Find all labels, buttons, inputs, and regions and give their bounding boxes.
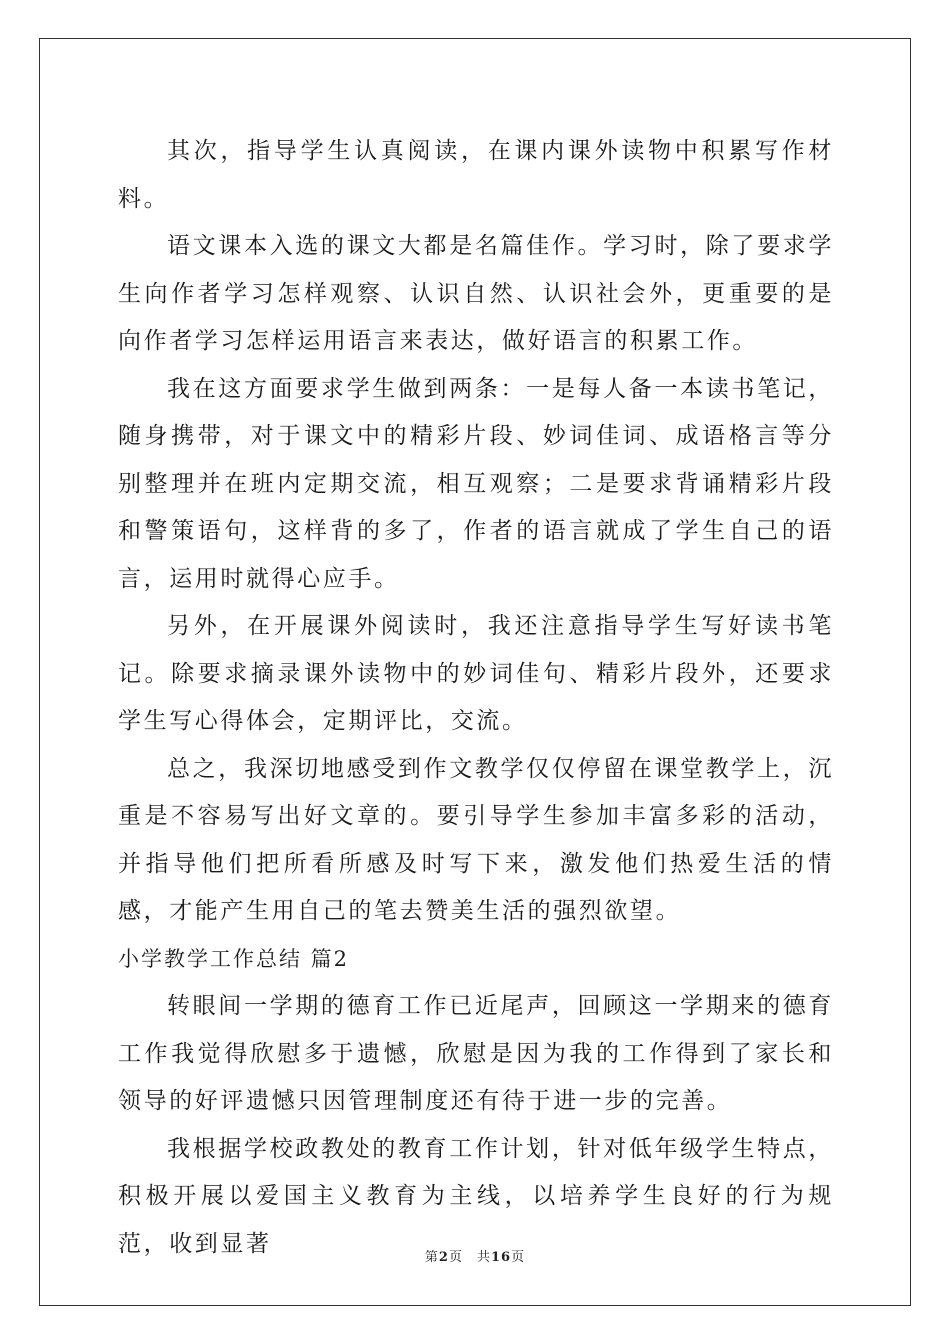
document-body xyxy=(118,128,834,1268)
paragraph: 另外，在开展课外阅读时，我还注意指导学生写好读书笔记。除要求摘录课外读物中的妙词佳句、精彩片段外，还要求学生写心得体会，定期评比，交流。 xyxy=(118,613,834,734)
paragraph: 转眼间一学期的德育工作已近尾声，回顾这一学期来的德育工作我觉得欣慰多于遗憾，欣慰是因为我的工作得到了家长和领导的好评遗憾只因管理制度还有待于进一步的完善。 xyxy=(118,993,834,1114)
paragraph: 语文课本入选的课文大都是名篇佳作。学习时，除了要求学生向作者学习怎样观察、认识自然、认识社会外，更重要的是向作者学习怎样运用语言来表达，做好语言的积累工作。 xyxy=(118,233,834,354)
paragraph: 总之，我深切地感受到作文教学仅仅停留在课堂教学上，沉重是不容易写出好文章的。要引导学生参加丰富多彩的活动，并指导他们把所看所感及时写下来，激发他们热爱生活的情感，才能产生用自己的笔去赞美生活的强烈欲望。 xyxy=(118,755,834,924)
total-pages: 16 xyxy=(490,1250,512,1265)
page-footer xyxy=(0,1246,950,1265)
page-unit: 页 xyxy=(448,1250,463,1265)
paragraph: 其次，指导学生认真阅读，在课内课外读物中积累写作材料。 xyxy=(118,138,834,212)
total-prefix: 共 xyxy=(476,1250,491,1265)
section-heading: 小学教学工作总结 篇2 xyxy=(118,946,350,971)
page-number: 2 xyxy=(438,1250,449,1265)
paragraph: 我在这方面要求学生做到两条：一是每人备一本读书笔记，随身携带，对于课文中的精彩片段、妙词佳词、成语格言等分别整理并在班内定期交流，相互观察；二是要求背诵精彩片段和警策语句，这样背的多了，作者的语言就成了学生自己的语言，运用时就得心应手。 xyxy=(118,375,834,592)
page-prefix: 第 xyxy=(424,1250,439,1265)
paragraph: 我根据学校政教处的教育工作计划，针对低年级学生特点，积极开展以爱国主义教育为主线，以培养学生良好的行为规范，收到显著 xyxy=(118,1135,834,1257)
total-unit: 页 xyxy=(511,1250,526,1265)
